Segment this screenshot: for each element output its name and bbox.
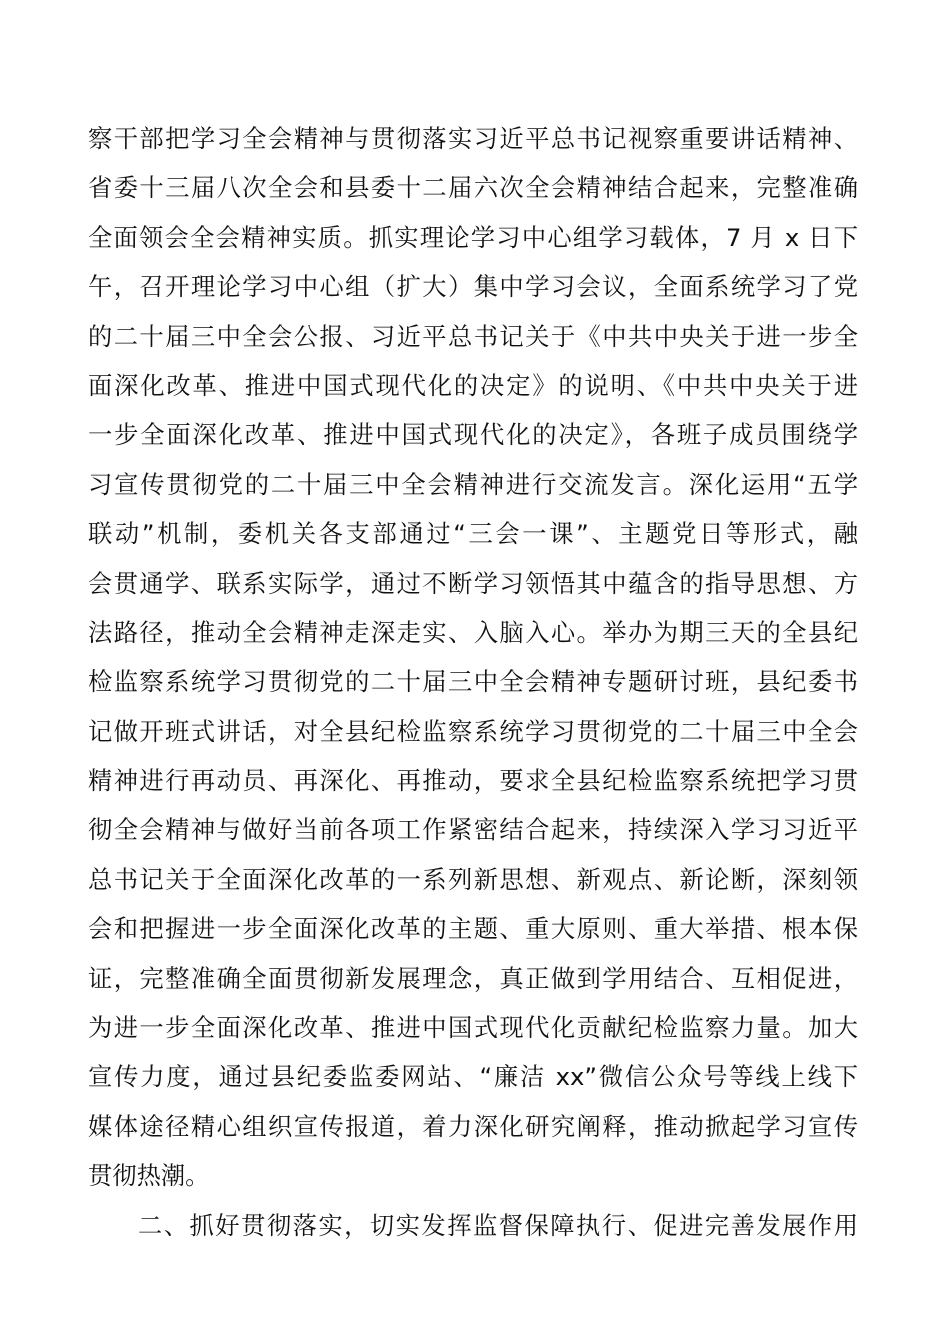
document-body [88,114,858,1250]
text-line: 全面领会全会精神实质。抓实理论学习中心组学习载体，7 月 x 日下 [88,222,858,252]
text-line: 察干部把学习全会精神与贯彻落实习近平总书记视察重要讲话精神、 [88,124,858,153]
text-line: 精神进行再动员、再深化、再推动，要求全县纪检监察系统把学习贯 [88,766,858,796]
text-line: 媒体途径精心组织宣传报道，着力深化研究阐释，推动掀起学习宣传 [88,1111,858,1141]
text-line: 会贯通学、联系实际学，通过不断学习领悟其中蕴含的指导思想、方 [88,568,858,598]
text-line: 一步全面深化改革、推进中国式现代化的决定》，各班子成员围绕学 [88,420,858,450]
text-line: 总书记关于全面深化改革的一系列新思想、新观点、新论断，深刻领 [88,864,858,894]
section-heading: 二、抓好贯彻落实，切实发挥监督保障执行、促进完善发展作用 [138,1210,858,1240]
text-line: 法路径，推动全会精神走深走实、入脑入心。举办为期三天的全县纪 [88,617,858,647]
text-line: 联动”机制，委机关各支部通过“三会一课”、主题党日等形式，融 [88,519,858,549]
text-line: 面深化改革、推进中国式现代化的决定》的说明、《中共中央关于进 [88,370,858,400]
text-line: 宣传力度，通过县纪委监委网站、“廉洁 xx”微信公众号等线上线下 [88,1062,858,1092]
text-line: 午，召开理论学习中心组（扩大）集中学习会议，全面系统学习了党 [88,272,858,302]
text-line: 会和把握进一步全面深化改革的主题、重大原则、重大举措、根本保 [88,914,858,944]
text-line: 习宣传贯彻党的二十届三中全会精神进行交流发言。深化运用“五学 [88,469,858,499]
text-line: 检监察系统学习贯彻党的二十届三中全会精神专题研讨班，县纪委书 [88,667,858,697]
text-line: 记做开班式讲话，对全县纪检监察系统学习贯彻党的二十届三中全会 [88,716,858,746]
text-line: 为进一步全面深化改革、推进中国式现代化贡献纪检监察力量。加大 [88,1013,858,1043]
text-line: 贯彻热潮。 [88,1161,210,1191]
text-line: 证，完整准确全面贯彻新发展理念，真正做到学用结合、互相促进， [88,963,858,993]
text-line: 彻全会精神与做好当前各项工作紧密结合起来，持续深入学习习近平 [88,815,858,845]
text-line: 省委十三届八次全会和县委十二届六次全会精神结合起来，完整准确 [88,173,858,203]
text-line: 的二十届三中全会公报、习近平总书记关于《中共中央关于进一步全 [88,321,858,351]
